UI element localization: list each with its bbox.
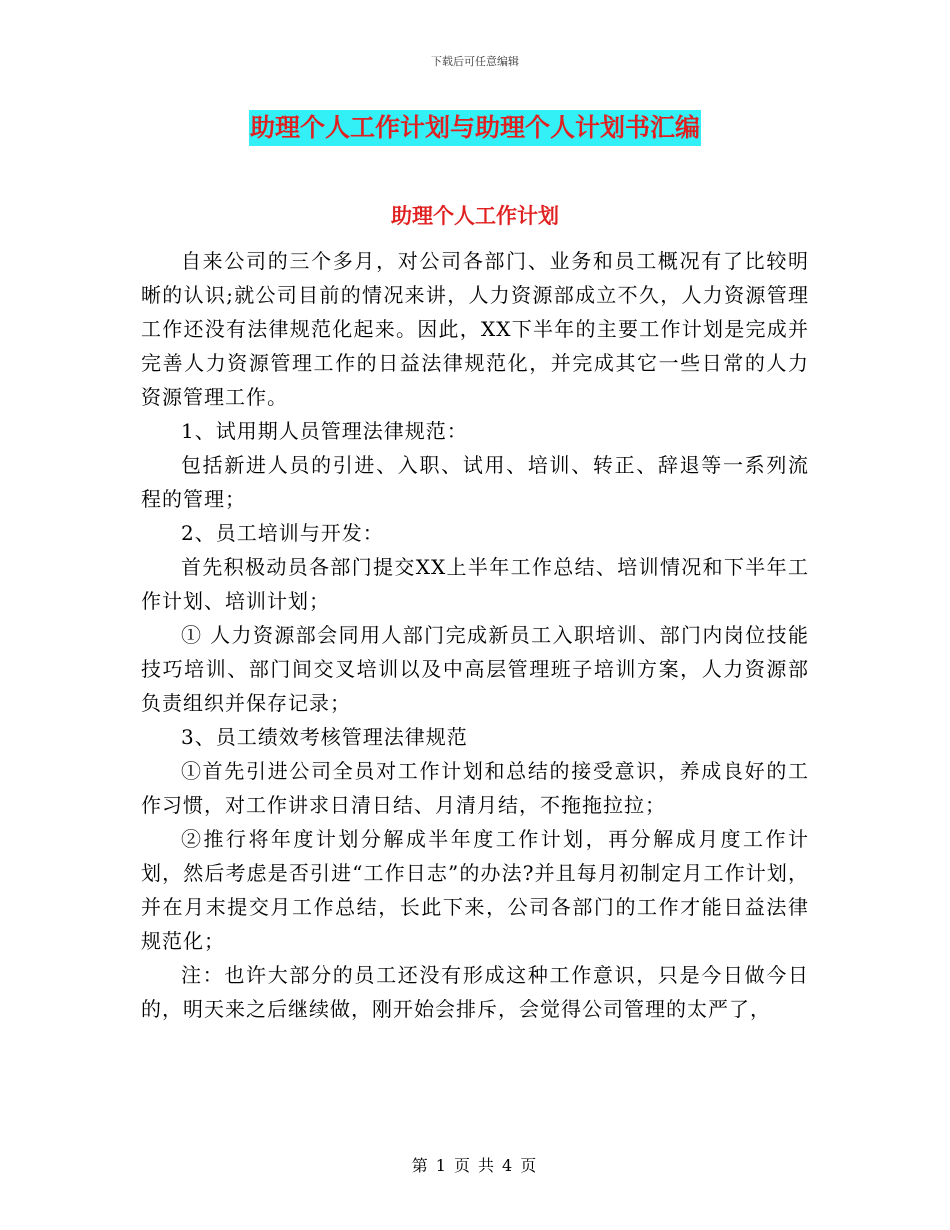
paragraph: ① 人力资源部会同用人部门完成新员工入职培训、部门内岗位技能技巧培训、部门间交叉培训以及中高层管理班子培训方案，人力资源部负责组织并保存记录； — [141, 623, 809, 715]
paragraph: ①首先引进公司全员对工作计划和总结的接受意识，养成良好的工作习惯，对工作讲求日清日结、月清月结，不拖拖拉拉； — [141, 759, 809, 817]
paragraph: 3、员工绩效考核管理法律规范 — [181, 725, 468, 749]
document-title: 助理个人工作计划与助理个人计划书汇编 — [249, 110, 701, 146]
document-title-container — [0, 110, 950, 146]
footer-total-unit: 页 — [520, 1156, 539, 1175]
footer-total-prefix: 共 — [478, 1156, 497, 1175]
footer-page-unit: 页 — [453, 1156, 472, 1175]
paragraph: 包括新进人员的引进、入职、试用、培训、转正、辞退等一系列流程的管理； — [141, 453, 809, 511]
document-body — [141, 244, 809, 1026]
paragraph: ②推行将年度计划分解成半年度工作计划，再分解成月度工作计划，然后考虑是否引进“工作日志”的办法?并且每月初制定月工作计划，并在月末提交月工作总结，长此下来，公司各部门的工作才能日益法律规范化； — [141, 827, 809, 953]
footer-total-pages: 4 — [502, 1156, 515, 1175]
section-title: 助理个人工作计划 — [391, 204, 559, 228]
paragraph: 自来公司的三个多月，对公司各部门、业务和员工概况有了比较明晰的认识;就公司目前的情况来讲，人力资源部成立不久，人力资源管理工作还没有法律规范化起来。因此，XX下半年的主要工作计划是完成并完善人力资源管理工作的日益法律规范化，并完成其它一些日常的人力资源管理工作。 — [141, 249, 809, 409]
paragraph: 2、员工培训与开发： — [181, 521, 384, 545]
page-footer — [0, 1153, 950, 1176]
paragraph: 首先积极动员各部门提交XX上半年工作总结、培训情况和下半年工作计划、培训计划； — [141, 555, 809, 613]
paragraph: 注：也许大部分的员工还没有形成这种工作意识，只是今日做今日的，明天来之后继续做，刚开始会排斥，会觉得公司管理的太严了， — [141, 963, 809, 1021]
footer-prefix: 第 — [411, 1156, 430, 1175]
footer-page-number: 1 — [435, 1156, 448, 1175]
paragraph: 1、试用期人员管理法律规范： — [181, 419, 468, 443]
header-note: 下载后可任意编辑 — [431, 55, 519, 68]
